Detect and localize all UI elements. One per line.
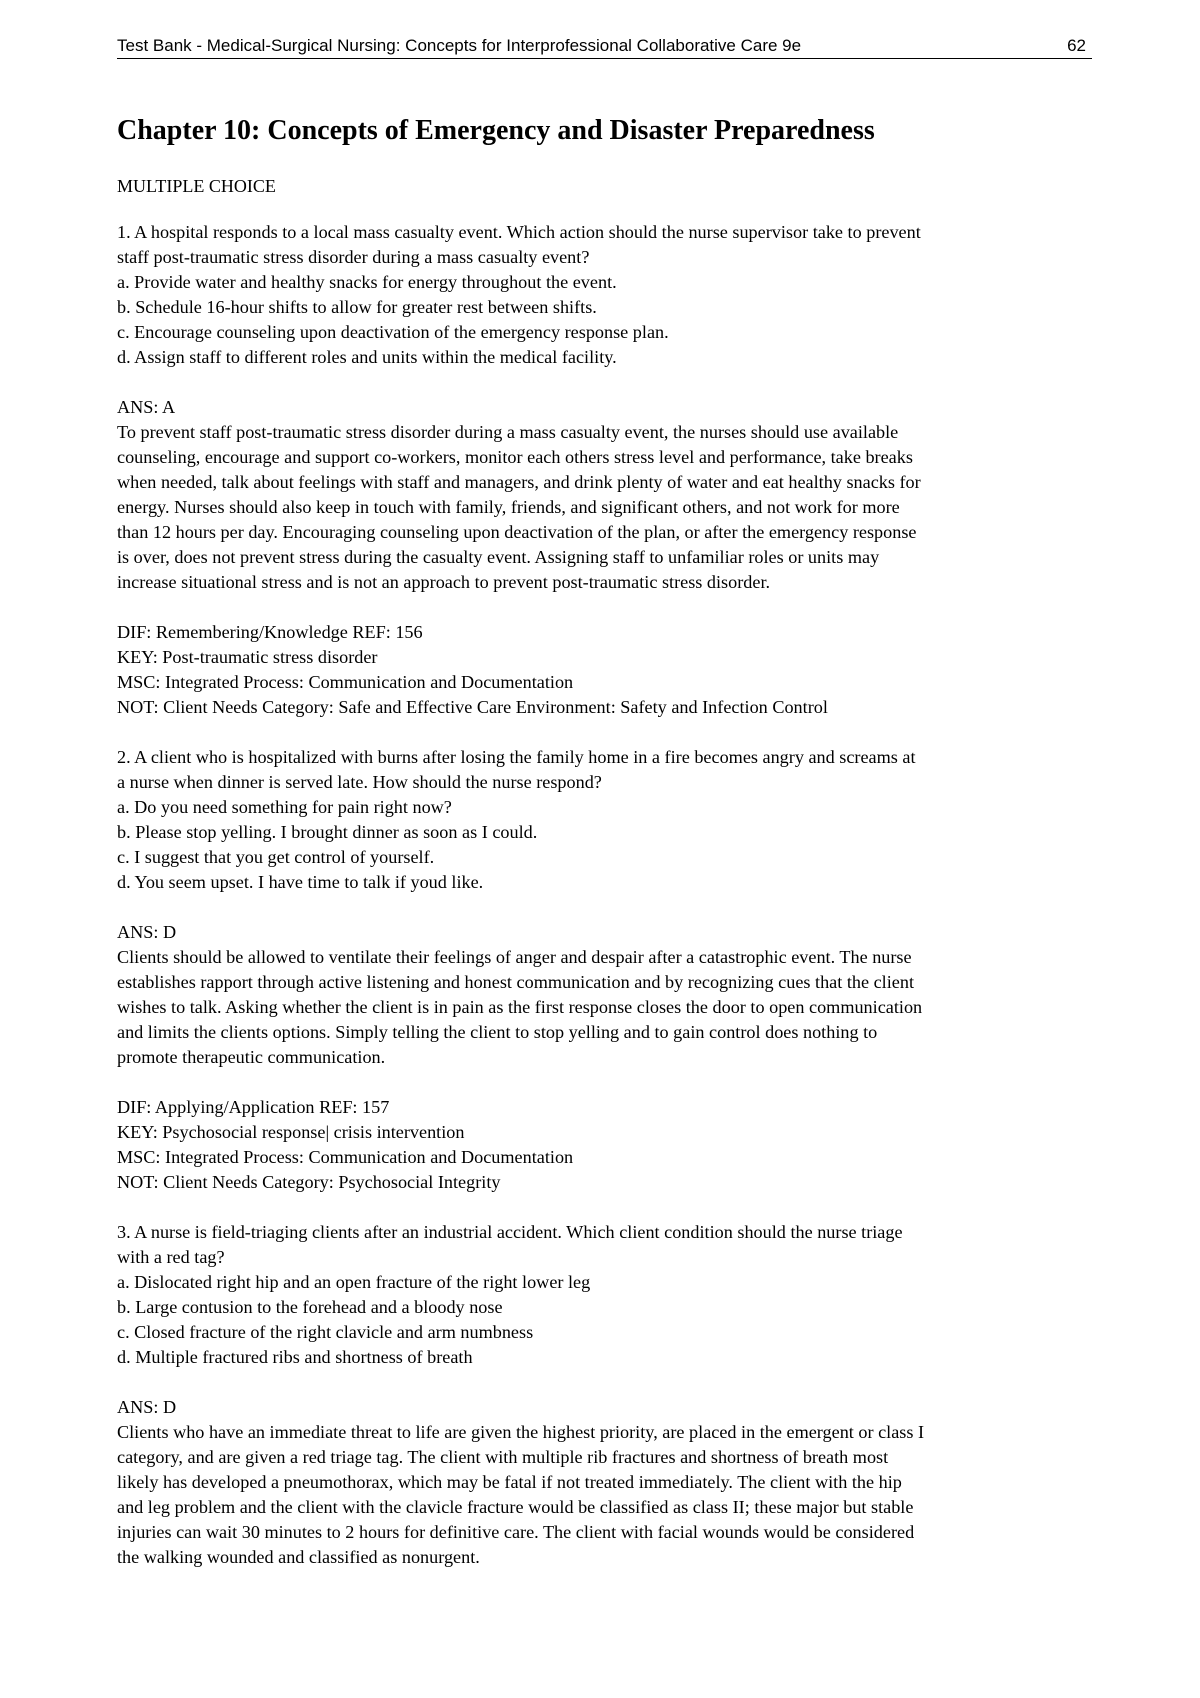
rationale-line: injuries can wait 30 minutes to 2 hours for definitive care. The client with facial wounds would be considered [117, 1522, 915, 1542]
question-metadata: KEY: Psychosocial response| crisis intervention [117, 1122, 465, 1142]
question-metadata: MSC: Integrated Process: Communication and Documentation [117, 1147, 574, 1167]
answer-key: ANS: D [117, 922, 177, 942]
question-stem-line: with a red tag? [117, 1247, 225, 1267]
question-2 [117, 745, 1102, 1220]
rationale-line: counseling, encourage and support co-workers, monitor each others stress level and performance, take breaks [117, 447, 913, 467]
question-metadata: MSC: Integrated Process: Communication and Documentation [117, 672, 574, 692]
answer-option: c. Encourage counseling upon deactivation of the emergency response plan. [117, 322, 669, 342]
answer-key: ANS: D [117, 1397, 177, 1417]
answer-option: c. Closed fracture of the right clavicle and arm numbness [117, 1322, 534, 1342]
question-stem-line: staff post-traumatic stress disorder during a mass casualty event? [117, 247, 590, 267]
question-metadata: DIF: Remembering/Knowledge REF: 156 [117, 622, 423, 642]
answer-option: d. Assign staff to different roles and units within the medical facility. [117, 347, 617, 367]
document-body [117, 220, 1102, 1570]
question-metadata: NOT: Client Needs Category: Psychosocial Integrity [117, 1172, 501, 1192]
rationale-line: establishes rapport through active listening and honest communication and by recognizing cues that the client [117, 972, 914, 992]
question-1 [117, 220, 1102, 745]
rationale-line: energy. Nurses should also keep in touch with family, friends, and significant others, and not work for more [117, 497, 900, 517]
answer-key: ANS: A [117, 397, 176, 417]
section-label: MULTIPLE CHOICE [117, 176, 276, 196]
question-metadata: DIF: Applying/Application REF: 157 [117, 1097, 390, 1117]
answer-option: a. Do you need something for pain right now? [117, 797, 452, 817]
rationale-line: Clients who have an immediate threat to life are given the highest priority, are placed in the emergent or class I [117, 1422, 925, 1442]
rationale-line: increase situational stress and is not an approach to prevent post-traumatic stress disorder. [117, 572, 771, 592]
rationale-line: wishes to talk. Asking whether the client is in pain as the first response closes the door to open communication [117, 997, 923, 1017]
answer-option: a. Dislocated right hip and an open fracture of the right lower leg [117, 1272, 591, 1292]
rationale-line: promote therapeutic communication. [117, 1047, 386, 1067]
question-stem-line: 1. A hospital responds to a local mass casualty event. Which action should the nurse supervisor take to prevent [117, 222, 921, 242]
answer-option: b. Large contusion to the forehead and a bloody nose [117, 1297, 503, 1317]
answer-option: a. Provide water and healthy snacks for energy throughout the event. [117, 272, 617, 292]
running-header-title: Test Bank - Medical-Surgical Nursing: Concepts for Interprofessional Collaborative Care 9e [117, 36, 802, 55]
question-metadata: NOT: Client Needs Category: Safe and Effective Care Environment: Safety and Infection Control [117, 697, 828, 717]
answer-option: c. I suggest that you get control of yourself. [117, 847, 435, 867]
rationale-line: To prevent staff post-traumatic stress disorder during a mass casualty event, the nurses should use available [117, 422, 899, 442]
rationale-line: and leg problem and the client with the clavicle fracture would be classified as class II; these major but stable [117, 1497, 914, 1517]
running-header [117, 36, 1092, 59]
rationale-line: and limits the clients options. Simply telling the client to stop yelling and to gain control does nothing to [117, 1022, 878, 1042]
answer-option: d. Multiple fractured ribs and shortness of breath [117, 1347, 473, 1367]
question-stem-line: 3. A nurse is field-triaging clients after an industrial accident. Which client condition should the nurse triage [117, 1222, 903, 1242]
question-stem-line: a nurse when dinner is served late. How should the nurse respond? [117, 772, 602, 792]
question-metadata: KEY: Post-traumatic stress disorder [117, 647, 378, 667]
rationale-line: than 12 hours per day. Encouraging counseling upon deactivation of the plan, or after the emergency response [117, 522, 917, 542]
answer-option: b. Schedule 16-hour shifts to allow for greater rest between shifts. [117, 297, 597, 317]
page-number: 62 [1067, 36, 1086, 55]
rationale-line: is over, does not prevent stress during the casualty event. Assigning staff to unfamiliar roles or units may [117, 547, 880, 567]
rationale-line: Clients should be allowed to ventilate their feelings of anger and despair after a catastrophic event. The nurse [117, 947, 912, 967]
rationale-line: category, and are given a red triage tag. The client with multiple rib fractures and shortness of breath most [117, 1447, 889, 1467]
answer-option: b. Please stop yelling. I brought dinner as soon as I could. [117, 822, 538, 842]
rationale-line: when needed, talk about feelings with staff and managers, and drink plenty of water and eat healthy snacks for [117, 472, 921, 492]
question-3 [117, 1220, 1102, 1570]
chapter-title: Chapter 10: Concepts of Emergency and Disaster Preparedness [117, 115, 875, 146]
question-stem-line: 2. A client who is hospitalized with burns after losing the family home in a fire becomes angry and screams at [117, 747, 916, 767]
rationale-line: the walking wounded and classified as nonurgent. [117, 1547, 480, 1567]
rationale-line: likely has developed a pneumothorax, which may be fatal if not treated immediately. The client with the hip [117, 1472, 902, 1492]
answer-option: d. You seem upset. I have time to talk if youd like. [117, 872, 484, 892]
